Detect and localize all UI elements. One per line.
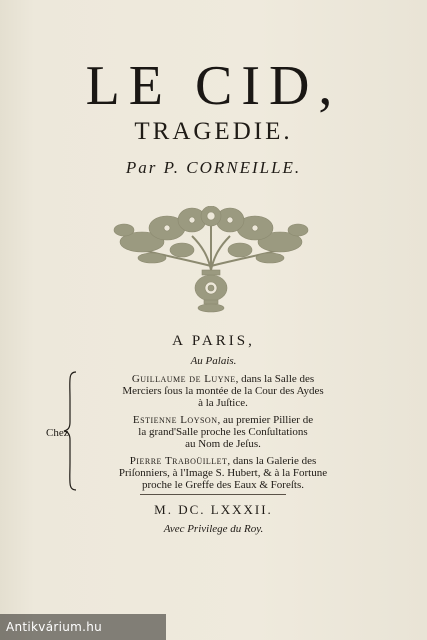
- book-subtitle: TRAGEDIE.: [134, 118, 293, 145]
- divider-rule: [140, 494, 286, 495]
- imprint-date: M. DC. LXXXII.: [154, 502, 273, 517]
- imprint-chez: Chez: [46, 427, 69, 439]
- imprint-city: A PARIS,: [172, 333, 255, 349]
- bookseller-name: Pierre Traboüillet: [129, 455, 228, 467]
- imprint-place: Au Palais.: [190, 355, 237, 367]
- brace-icon: [62, 370, 78, 492]
- flower-vase-ornament-icon: [112, 206, 310, 314]
- author-line: Par P. CORNEILLE.: [125, 158, 302, 177]
- book-title: LE CID,: [85, 55, 342, 117]
- watermark-label: Antikvárium.hu: [0, 614, 166, 640]
- bookseller-name: Guillaume de Luyne: [131, 373, 236, 385]
- bookseller-entry: Guillaume de Luyne, dans la Salle des Merciers ſous la montée de la Cour des Aydes à la Juſtice.: [122, 373, 324, 409]
- privilege-line: Avec Privilege du Roy.: [163, 523, 264, 535]
- bookseller-entry: Estienne Loyson, au premier Pillier de la grand'Salle proche les Conſultations au Nom de Jeſus.: [132, 414, 314, 450]
- bookseller-name: Estienne Loyson: [132, 414, 218, 426]
- bookseller-entry: Pierre Traboüillet, dans la Galerie des Priſonniers, à l'Image S. Hubert, & à la Fortune proche le Greffe des Eaux & Foreſts.: [118, 455, 328, 491]
